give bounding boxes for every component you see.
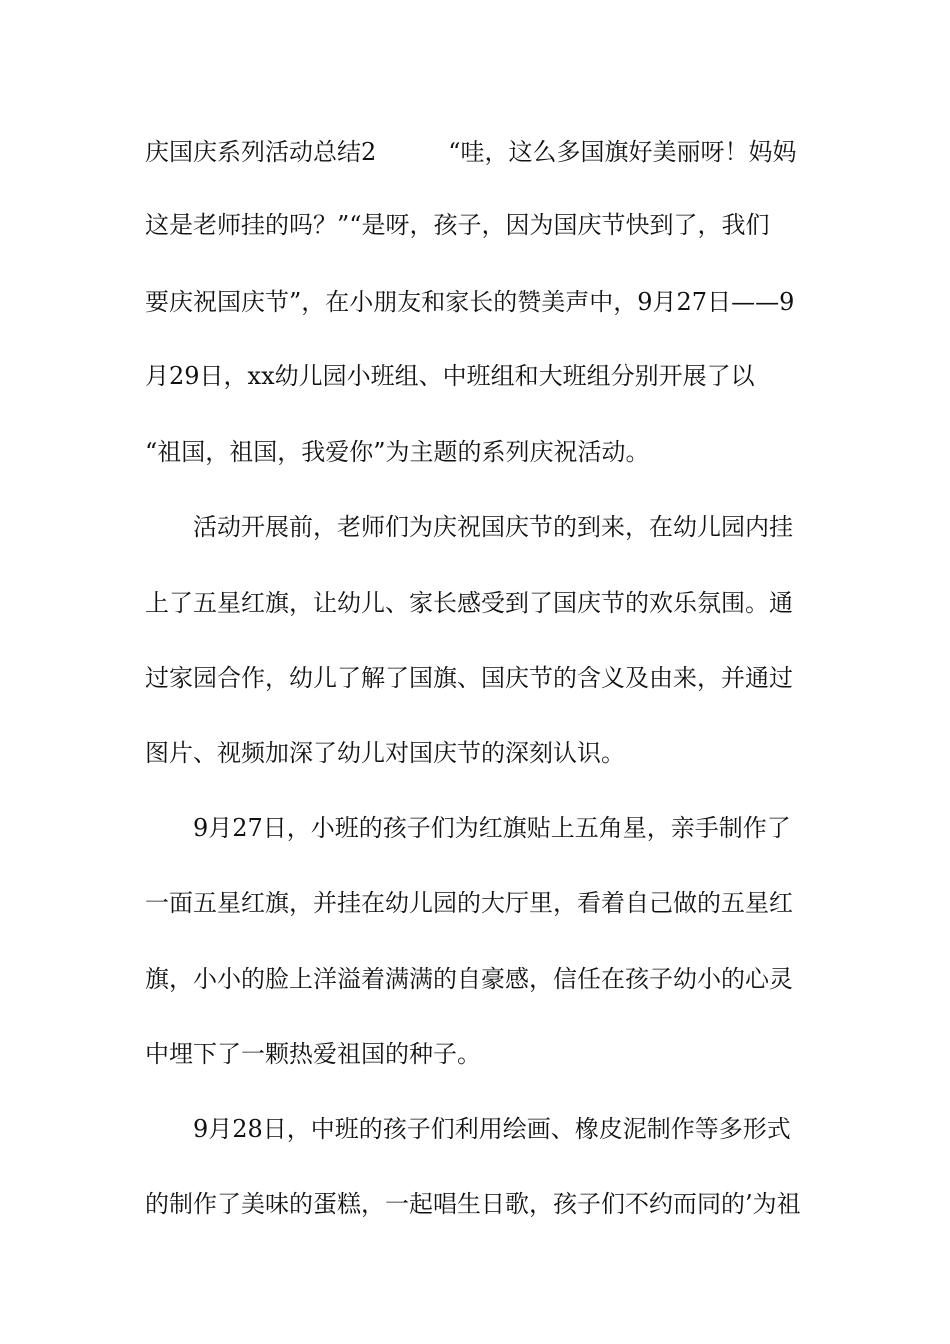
text-line: “祖国，祖国，我爱你”为主题的系列庆祝活动。 xyxy=(145,438,650,466)
text-line: 这是老师挂的吗？”“是呀，孩子，因为国庆节快到了，我们 xyxy=(145,211,770,239)
text-line: 庆国庆系列活动总结2 “哇，这么多国旗好美丽呀！妈妈 xyxy=(145,138,797,166)
text-line: 活动开展前，老师们为庆祝国庆节的到来，在幼儿园内挂 xyxy=(145,513,793,541)
text-line: 9月28日，中班的孩子们利用绘画、橡皮泥制作等多形式 xyxy=(145,1115,791,1143)
text-line: 旗，小小的脸上洋溢着满满的自豪感，信任在孩子幼小的心灵 xyxy=(145,965,793,993)
text-line: 的制作了美味的蛋糕，一起唱生日歌，孩子们不约而同的’为祖 xyxy=(145,1190,801,1218)
text-line: 过家园合作，幼儿了解了国旗、国庆节的含义及由来，并通过 xyxy=(145,664,793,692)
text-line: 要庆祝国庆节”，在小朋友和家长的赞美声中，9月27日——9 xyxy=(145,288,795,316)
text-line: 图片、视频加深了幼儿对国庆节的深刻认识。 xyxy=(145,739,625,767)
text-line: 9月27日，小班的孩子们为红旗贴上五角星，亲手制作了 xyxy=(145,814,791,842)
text-line: 月29日，xx幼儿园小班组、中班组和大班组分别开展了以 xyxy=(145,362,755,390)
text-line: 一面五星红旗，并挂在幼儿园的大厅里，看着自己做的五星红 xyxy=(145,889,793,917)
text-line: 中埋下了一颗热爱祖国的种子。 xyxy=(145,1040,481,1068)
text-line: 上了五星红旗，让幼儿、家长感受到了国庆节的欢乐氛围。通 xyxy=(145,589,793,617)
